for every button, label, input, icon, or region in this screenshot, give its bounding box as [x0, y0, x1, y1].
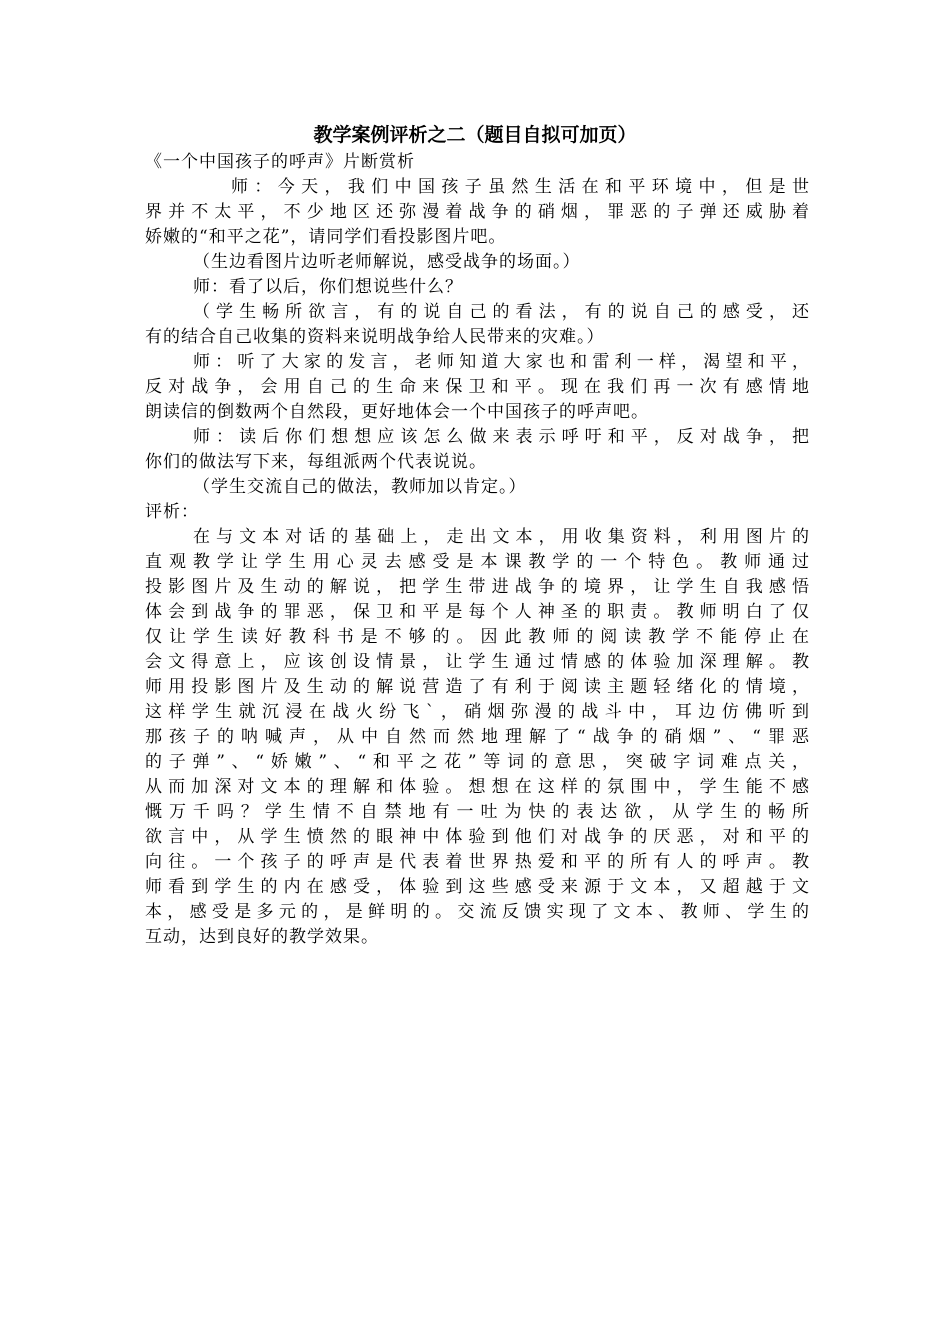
text-line: 在与文本对话的基础上，走出文本，用收集资料，利用图片的	[193, 527, 810, 547]
text-line: 娇嫩的“和平之花”，请同学们看投影图片吧。	[145, 227, 507, 247]
text-line: 会文得意上，应该创设情景，让学生通过情感的体验加深理解。教	[145, 652, 810, 672]
text-line: 师：今天，我们中国孩子虽然生活在和平环境中，但是世	[231, 177, 810, 197]
text-line: 朗读信的倒数两个自然段，更好地体会一个中国孩子的呼声吧。	[145, 402, 649, 422]
document-body	[145, 150, 810, 950]
text-line: 你们的做法写下来，每组派两个代表说说。	[145, 452, 487, 472]
text-line: 这样学生就沉浸在战火纷飞`，硝烟弥漫的战斗中，耳边仿佛听到	[145, 702, 810, 722]
text-line: （学生畅所欲言，有的说自己的看法，有的说自己的感受，还	[193, 302, 810, 322]
text-line: 投影图片及生动的解说，把学生带进战争的境界，让学生自我感悟	[145, 577, 810, 597]
text-line: 互动，达到良好的教学效果。	[145, 927, 379, 947]
text-line: 有的结合自己收集的资料来说明战争给人民带来的灾难。）	[145, 327, 605, 347]
text-line: 《一个中国孩子的呼声》片断赏析	[145, 152, 415, 172]
text-line: 慨万千吗？学生情不自禁地有一吐为快的表达欲，从学生的畅所	[145, 802, 810, 822]
text-line: 欲言中，从学生愤然的眼神中体验到他们对战争的厌恶，对和平的	[145, 827, 810, 847]
text-line: 师看到学生的内在感受，体验到这些感受来源于文本，又超越于文	[145, 877, 810, 897]
text-line: 师：听了大家的发言，老师知道大家也和雷利一样，渴望和平，	[193, 352, 810, 372]
text-line: 师：看了以后，你们想说些什么？	[193, 277, 463, 297]
text-line: （生边看图片边听老师解说，感受战争的场面。）	[193, 252, 581, 272]
text-line: 师：读后你们想想应该怎么做来表示呼吁和平，反对战争，把	[193, 427, 810, 447]
document-title: 教学案例评析之二（题目自拟可加页）	[313, 124, 637, 146]
text-line: 从而加深对文本的理解和体验。想想在这样的氛围中，学生能不感	[145, 777, 810, 797]
text-line: 师用投影图片及生动的解说营造了有利于阅读主题轻绪化的情境，	[145, 677, 810, 697]
text-line: 向往。一个孩子的呼声是代表着世界热爱和平的所有人的呼声。教	[145, 852, 810, 872]
text-line: 那孩子的呐喊声，从中自然而然地理解了“战争的硝烟”、“罪恶	[145, 727, 810, 747]
text-line: 直观教学让学生用心灵去感受是本课教学的一个特色。教师通过	[145, 552, 810, 572]
text-line: 体会到战争的罪恶，保卫和平是每个人神圣的职责。教师明白了仅	[145, 602, 810, 622]
text-line: 本，感受是多元的，是鲜明的。交流反馈实现了文本、教师、学生的	[145, 902, 810, 922]
text-line: 反对战争，会用自己的生命来保卫和平。现在我们再一次有感情地	[145, 377, 810, 397]
text-line: 界并不太平，不少地区还弥漫着战争的硝烟，罪恶的子弹还威胁着	[145, 202, 810, 222]
text-line: 的子弹”、“娇嫩”、“和平之花”等词的意思，突破字词难点关，	[145, 752, 810, 772]
text-line: 仅让学生读好教科书是不够的。因此教师的阅读教学不能停止在	[145, 627, 810, 647]
text-line: （学生交流自己的做法，教师加以肯定。）	[193, 477, 527, 497]
text-line: 评析：	[145, 502, 199, 522]
